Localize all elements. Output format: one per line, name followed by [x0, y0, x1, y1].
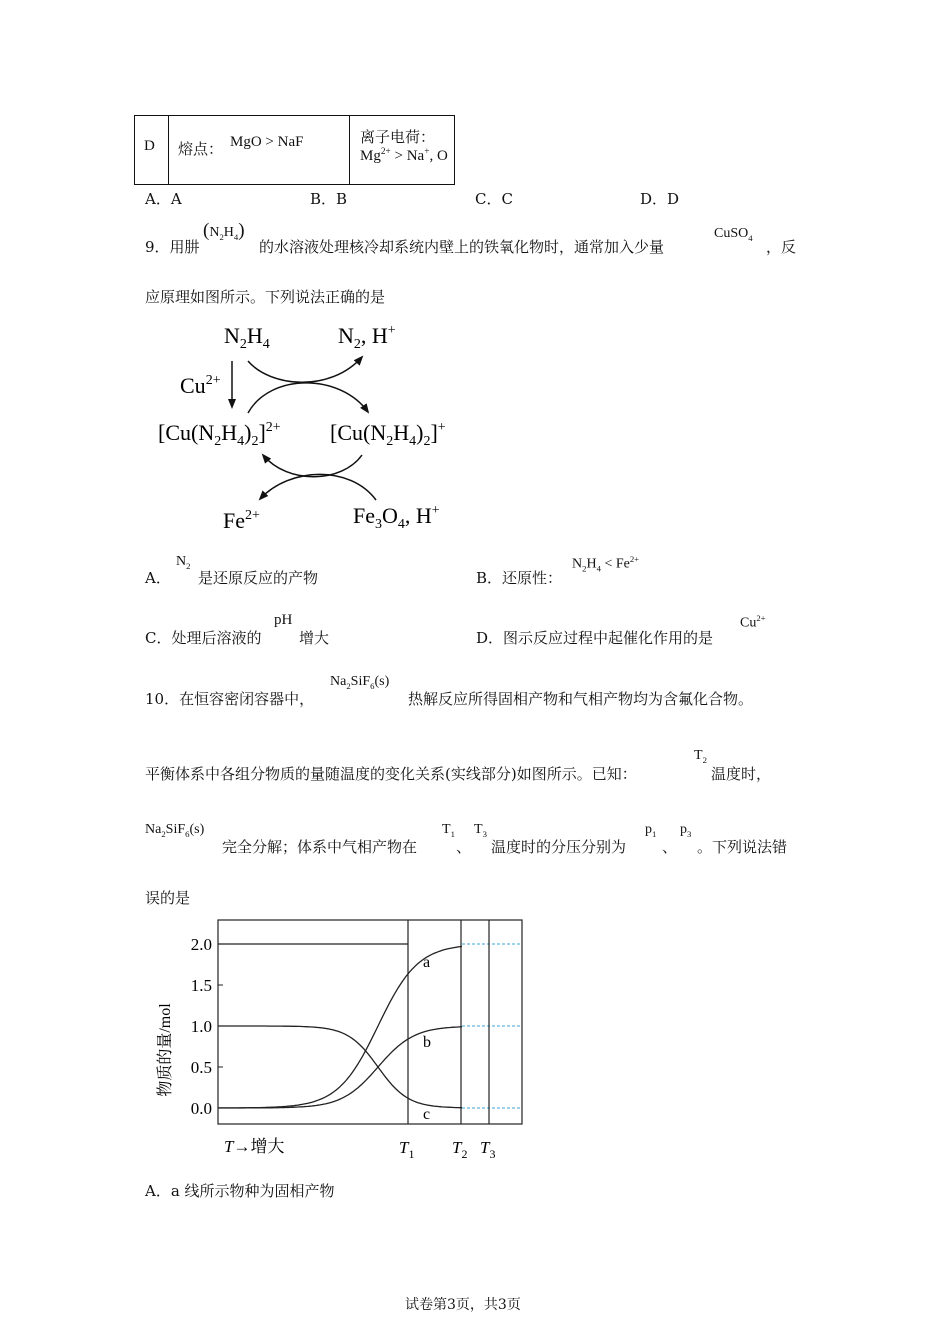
y-tick-label: 2.0 — [190, 935, 212, 954]
table-cell-reason — [350, 116, 455, 184]
q10-text-b: 平衡体系中各组分物质的量随温度的变化关系(实线部分)如图所示。已知： — [145, 765, 637, 783]
row-label: D — [144, 138, 155, 154]
table-cell-property — [169, 116, 350, 184]
q10-text-f: 。下列说法错 — [697, 838, 788, 856]
table-cell-label — [135, 116, 169, 184]
marker-label-t1: $T_1$ — [399, 1138, 415, 1161]
reaction-cycle-diagram — [150, 315, 480, 540]
q10-text-c: 温度时， — [711, 765, 772, 783]
q10-text-g: 误的是 — [145, 889, 191, 907]
diagram-complex-right: $[Cu(N_2H_4)_2]^+$ — [330, 420, 446, 449]
diagram-fe3o4: $Fe_3O_4$, H+ — [353, 503, 440, 532]
y-tick-label: 1.0 — [190, 1017, 212, 1036]
q9-hydrazine-formula: $(N_2H_4)$ — [203, 220, 245, 242]
q10-sep-1: 、 — [456, 838, 472, 856]
q9-number: 9．用肼 — [145, 238, 200, 256]
q10-p3: $p_3$ — [680, 822, 692, 839]
property-formula: MgO > NaF — [230, 134, 304, 150]
q10-t3: $T_3$ — [474, 822, 487, 839]
q9-text-c: 应原理如图所示。下列说法正确的是 — [145, 288, 386, 306]
q10-p1: $p_1$ — [645, 822, 657, 839]
q10-option-a: A．a 线所示物种为固相产物 — [145, 1182, 335, 1200]
q8-option-a: A．A — [145, 190, 182, 208]
q9-option-a-formula: $N_2$ — [176, 554, 191, 571]
q9-option-c-formula: pH — [274, 612, 293, 628]
q8-option-d: D．D — [640, 190, 680, 208]
reason-label: 离子电荷： — [360, 128, 436, 146]
q9-option-a-text: 是还原反应的产物 — [198, 569, 319, 587]
marker-label-t2: $T_2$ — [452, 1138, 468, 1161]
q9-text-a: 的水溶液处理核冷却系统内壁上的铁氧化物时，通常加入少量 — [259, 238, 665, 256]
q10-sep-2: 、 — [662, 838, 678, 856]
q9-cuso4: CuSO$_4$ — [714, 226, 753, 243]
q9-option-d-label: D．图示反应过程中起催化作用的是 — [476, 629, 714, 647]
y-tick-label: 1.5 — [190, 976, 212, 995]
q8-option-c: C．C — [475, 190, 513, 208]
q9-option-b-label: B．还原性： — [476, 569, 563, 587]
arrow-complex-regeneration — [263, 455, 362, 477]
arrow-complex-reduction — [248, 383, 368, 413]
amount-vs-temperature-chart — [150, 915, 530, 1165]
plot-frame — [218, 920, 522, 1124]
x-axis-label: T→增大 — [224, 1137, 285, 1156]
q9-option-c-text: 增大 — [299, 629, 330, 647]
q10-number: 10．在恒容密闭容器中， — [145, 690, 315, 708]
y-axis-label: 物质的量/mol — [157, 1003, 174, 1097]
q9-option-c-label: C．处理后溶液的 — [145, 629, 262, 647]
diagram-cu-ion: $Cu^{2+}$ — [180, 373, 221, 398]
property-label: 熔点： — [178, 140, 224, 158]
q10-text-d: 完全分解；体系中气相产物在 — [222, 838, 418, 856]
marker-label-t3: $T_3$ — [480, 1138, 496, 1161]
y-tick-label: 0.0 — [190, 1099, 212, 1118]
q8-option-b: B．B — [310, 190, 348, 208]
arrow-n2h4-oxidation — [248, 357, 362, 382]
q10-t2: $T_2$ — [694, 748, 707, 765]
y-tick-label: 0.5 — [190, 1058, 212, 1077]
diagram-n2-h: $N_2$, H+ — [338, 323, 396, 352]
arrow-fe-formation — [260, 474, 376, 500]
q10-compound: $Na_2SiF_6(s)$ — [330, 674, 390, 691]
q9-option-b-formula: $N_2H_4 < Fe^{2+}$ — [572, 554, 640, 574]
q10-t1: $T_1$ — [442, 822, 455, 839]
q9-option-a-label: A． — [145, 569, 171, 587]
diagram-fe-ion: $Fe^{2+}$ — [223, 508, 260, 533]
diagram-complex-left: $[Cu(N_2H_4)_2]^{2+}$ — [158, 420, 281, 449]
table-row-d — [134, 115, 455, 185]
diagram-n2h4: $N_2H_4$ — [224, 323, 270, 352]
series-label-a: a — [423, 954, 431, 971]
q10-text-e: 温度时的分压分别为 — [491, 838, 627, 856]
page-footer: 试卷第3页，共3页 — [405, 1297, 521, 1313]
q9-option-d-formula: $Cu^{2+}$ — [740, 613, 766, 631]
q10-text-a: 热解反应所得固相产物和气相产物均为含氟化合物。 — [408, 690, 754, 708]
reason-formula: $Mg^{2+} > Na^+$, O — [360, 147, 448, 164]
series-label-b: b — [423, 1034, 431, 1051]
q9-text-b: ，反 — [766, 238, 797, 256]
series-label-c: c — [423, 1106, 431, 1123]
q10-compound-2: $Na_2SiF_6(s)$ — [145, 822, 205, 839]
